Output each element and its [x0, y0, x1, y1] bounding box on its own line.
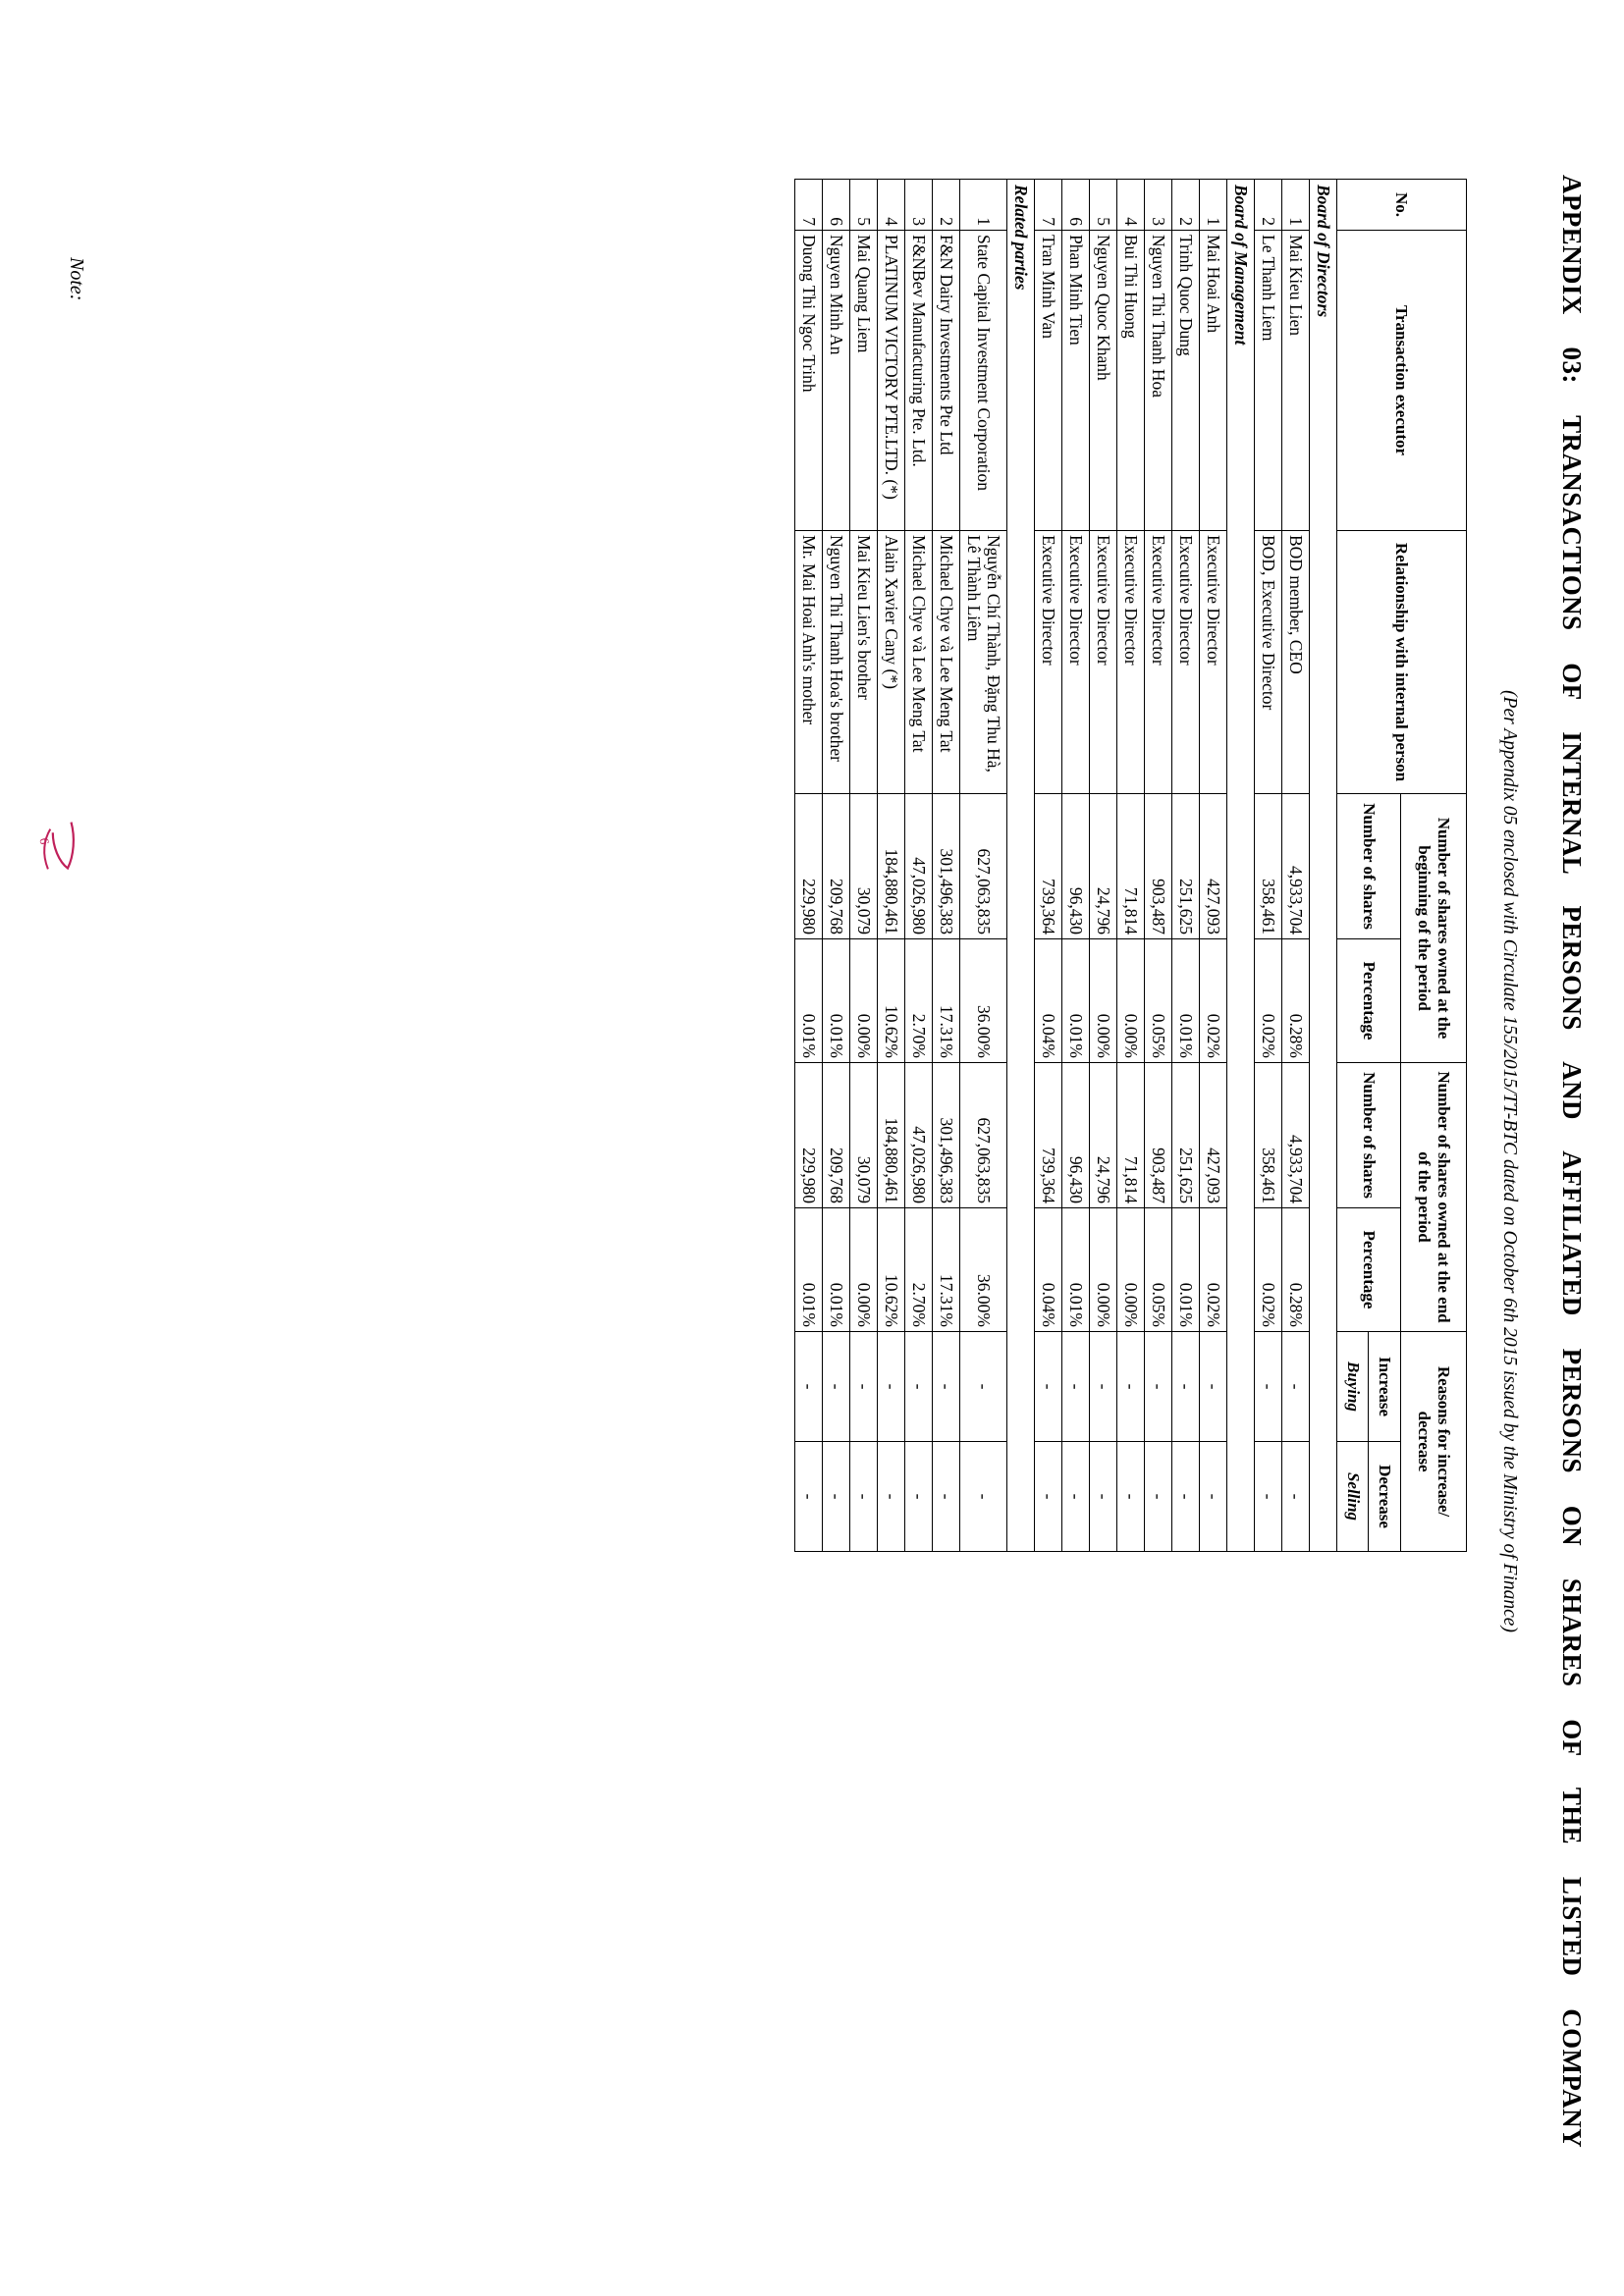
row-end-shares: 209,768: [823, 1063, 850, 1208]
row-begin-shares: 4,933,704: [1282, 794, 1310, 939]
row-end-percentage: 10.62%: [878, 1208, 905, 1332]
row-begin-shares: 427,093: [1200, 794, 1227, 939]
row-end-shares: 739,364: [1035, 1063, 1062, 1208]
row-begin-shares: 71,814: [1117, 794, 1145, 939]
row-relationship: Mr. Mai Hoai Anh's mother: [795, 531, 823, 794]
row-end-shares: 358,461: [1255, 1063, 1282, 1208]
row-end-shares: 903,487: [1145, 1063, 1172, 1208]
col-header-percentage-begin: Percentage: [1337, 939, 1401, 1063]
row-end-shares: 229,980: [795, 1063, 823, 1208]
row-relationship: Executive Director: [1145, 531, 1172, 794]
row-begin-shares: 47,026,980: [905, 794, 933, 939]
row-end-shares: 4,933,704: [1282, 1063, 1310, 1208]
row-no: 3: [905, 180, 933, 231]
row-transaction-executor: Le Thanh Liem: [1255, 231, 1282, 531]
row-begin-shares: 209,768: [823, 794, 850, 939]
row-transaction-executor: Mai Quang Liem: [850, 231, 878, 531]
row-selling: -: [905, 1442, 933, 1552]
group-label: Board of Management: [1227, 180, 1255, 1552]
row-begin-percentage: 0.01%: [795, 939, 823, 1063]
row-no: 1: [1282, 180, 1310, 231]
handwritten-stamp-mark: [29, 816, 82, 881]
table-row: [1035, 180, 1062, 1552]
row-selling: -: [1255, 1442, 1282, 1552]
row-end-shares: 71,814: [1117, 1063, 1145, 1208]
row-end-percentage: 0.00%: [1090, 1208, 1117, 1332]
row-buying: -: [905, 1332, 933, 1442]
row-buying: -: [1145, 1332, 1172, 1442]
row-buying: -: [1200, 1332, 1227, 1442]
row-buying: -: [1282, 1332, 1310, 1442]
row-begin-percentage: 0.01%: [1062, 939, 1090, 1063]
row-transaction-executor: Tran Minh Van: [1035, 231, 1062, 531]
table-row: [878, 180, 905, 1552]
col-header-selling: Selling: [1337, 1442, 1370, 1552]
table-row: [933, 180, 960, 1552]
row-relationship: Executive Director: [1117, 531, 1145, 794]
table-row: [1282, 180, 1310, 1552]
table-head: [1337, 180, 1467, 1552]
row-selling: -: [795, 1442, 823, 1552]
col-header-number-of-shares-end: Number of shares: [1337, 1063, 1401, 1208]
row-no: 4: [878, 180, 905, 231]
row-end-percentage: 17.31%: [933, 1208, 960, 1332]
row-selling: -: [1062, 1442, 1090, 1552]
table-group-row: [1310, 180, 1337, 1552]
table-row: [823, 180, 850, 1552]
row-end-shares: 24,796: [1090, 1063, 1117, 1208]
row-relationship: Executive Director: [1062, 531, 1090, 794]
row-end-percentage: 36.00%: [960, 1208, 1007, 1332]
row-no: 7: [795, 180, 823, 231]
row-buying: -: [1062, 1332, 1090, 1442]
row-relationship: Michael Chye và Lee Meng Tat: [905, 531, 933, 794]
row-begin-percentage: 10.62%: [878, 939, 905, 1063]
table-row: [960, 180, 1007, 1552]
row-begin-shares: 358,461: [1255, 794, 1282, 939]
row-buying: -: [1117, 1332, 1145, 1442]
col-header-percentage-end: Percentage: [1337, 1208, 1401, 1332]
row-buying: -: [823, 1332, 850, 1442]
row-end-shares: 251,625: [1172, 1063, 1200, 1208]
group-label: Board of Directors: [1310, 180, 1337, 1552]
header-row-1: [1401, 180, 1467, 1552]
row-selling: -: [960, 1442, 1007, 1552]
row-buying: -: [960, 1332, 1007, 1442]
row-selling: -: [850, 1442, 878, 1552]
row-buying: -: [795, 1332, 823, 1442]
row-end-percentage: 0.02%: [1255, 1208, 1282, 1332]
row-no: 2: [1255, 180, 1282, 231]
col-header-increase: Increase: [1369, 1332, 1401, 1442]
row-end-shares: 627,063,835: [960, 1063, 1007, 1208]
row-selling: -: [933, 1442, 960, 1552]
row-transaction-executor: Trinh Quoc Dung: [1172, 231, 1200, 531]
row-relationship: Nguyen Thi Thanh Hoa's brother: [823, 531, 850, 794]
row-transaction-executor: Mai Kieu Lien: [1282, 231, 1310, 531]
table-row: [1255, 180, 1282, 1552]
row-relationship: Nguyễn Chí Thành, Đặng Thu Hà, Lê Thành Liêm: [960, 531, 1007, 794]
row-no: 3: [1145, 180, 1172, 231]
row-begin-percentage: 0.00%: [850, 939, 878, 1063]
row-begin-percentage: 0.01%: [823, 939, 850, 1063]
row-end-shares: 30,079: [850, 1063, 878, 1208]
row-buying: -: [1255, 1332, 1282, 1442]
group-label: Related parties: [1007, 180, 1035, 1552]
table-row: [905, 180, 933, 1552]
table-body: [795, 180, 1337, 1552]
row-no: 7: [1035, 180, 1062, 231]
row-selling: -: [1090, 1442, 1117, 1552]
col-header-decrease: Decrease: [1369, 1442, 1401, 1552]
table-row: [850, 180, 878, 1552]
row-no: 2: [933, 180, 960, 231]
svg-text:6: 6: [36, 836, 53, 846]
row-selling: -: [1200, 1442, 1227, 1552]
table-row: [1090, 180, 1117, 1552]
row-transaction-executor: Nguyen Quoc Khanh: [1090, 231, 1117, 531]
row-transaction-executor: F&N Dairy Investments Pte Ltd: [933, 231, 960, 531]
row-begin-shares: 229,980: [795, 794, 823, 939]
row-end-percentage: 2.70%: [905, 1208, 933, 1332]
row-end-percentage: 0.00%: [850, 1208, 878, 1332]
row-no: 4: [1117, 180, 1145, 231]
row-end-percentage: 0.02%: [1200, 1208, 1227, 1332]
row-buying: -: [933, 1332, 960, 1442]
row-end-shares: 301,496,383: [933, 1063, 960, 1208]
row-end-percentage: 0.04%: [1035, 1208, 1062, 1332]
row-buying: -: [850, 1332, 878, 1442]
row-buying: -: [1172, 1332, 1200, 1442]
row-end-percentage: 0.00%: [1117, 1208, 1145, 1332]
row-selling: -: [878, 1442, 905, 1552]
col-header-number-of-shares-begin: Number of shares: [1337, 794, 1401, 939]
table-row: [1062, 180, 1090, 1552]
note-label: Note:: [66, 257, 87, 301]
row-relationship: BOD, Executive Director: [1255, 531, 1282, 794]
table-row: [1172, 180, 1200, 1552]
row-no: 5: [850, 180, 878, 231]
col-header-beginning-group: Number of shares owned at the beginning of the period: [1401, 794, 1467, 1063]
row-end-shares: 47,026,980: [905, 1063, 933, 1208]
row-selling: -: [1282, 1442, 1310, 1552]
row-begin-percentage: 36.00%: [960, 939, 1007, 1063]
col-header-relationship: Relationship with internal person: [1337, 531, 1467, 794]
table-group-row: [1007, 180, 1035, 1552]
row-transaction-executor: Duong Thi Ngoc Trinh: [795, 231, 823, 531]
row-begin-shares: 24,796: [1090, 794, 1117, 939]
page-subtitle: (Per Appendix 05 enclosed with Circulate 155/2015/TT-BTC dated on October 6th 2015 issued by the Ministry of Finance): [1499, 690, 1520, 1632]
row-begin-shares: 96,430: [1062, 794, 1090, 939]
row-begin-percentage: 0.05%: [1145, 939, 1172, 1063]
row-no: 1: [960, 180, 1007, 231]
row-transaction-executor: Bui Thi Huong: [1117, 231, 1145, 531]
table-row: [1145, 180, 1172, 1552]
row-end-percentage: 0.01%: [1062, 1208, 1090, 1332]
row-begin-percentage: 0.00%: [1090, 939, 1117, 1063]
row-relationship: Alain Xavier Cany (*): [878, 531, 905, 794]
row-end-percentage: 0.28%: [1282, 1208, 1310, 1332]
row-begin-shares: 739,364: [1035, 794, 1062, 939]
row-begin-shares: 903,487: [1145, 794, 1172, 939]
row-end-percentage: 0.05%: [1145, 1208, 1172, 1332]
row-relationship: Executive Director: [1035, 531, 1062, 794]
row-begin-shares: 627,063,835: [960, 794, 1007, 939]
page-title: APPENDIX 03: TRANSACTIONS OF INTERNAL PERSONS AND AFFILIATED PERSONS ON SHARES OF THE LISTED COMPANY: [1557, 175, 1587, 2148]
row-no: 6: [1062, 180, 1090, 231]
row-begin-shares: 301,496,383: [933, 794, 960, 939]
col-header-end-group: Number of shares owned at the end of the period: [1401, 1063, 1467, 1332]
table-group-row: [1227, 180, 1255, 1552]
row-selling: -: [1117, 1442, 1145, 1552]
row-end-percentage: 0.01%: [1172, 1208, 1200, 1332]
table-row: [1117, 180, 1145, 1552]
row-begin-shares: 251,625: [1172, 794, 1200, 939]
row-transaction-executor: Mai Hoai Anh: [1200, 231, 1227, 531]
row-buying: -: [878, 1332, 905, 1442]
row-relationship: Mai Kieu Lien's brother: [850, 531, 878, 794]
row-selling: -: [1172, 1442, 1200, 1552]
col-header-no: No.: [1337, 180, 1467, 231]
row-transaction-executor: Nguyen Minh An: [823, 231, 850, 531]
table-row: [1200, 180, 1227, 1552]
row-begin-percentage: 17.31%: [933, 939, 960, 1063]
row-selling: -: [1145, 1442, 1172, 1552]
row-no: 6: [823, 180, 850, 231]
row-selling: -: [823, 1442, 850, 1552]
row-relationship: Executive Director: [1200, 531, 1227, 794]
row-end-percentage: 0.01%: [795, 1208, 823, 1332]
col-header-reasons-group: Reasons for increase/ decrease: [1401, 1332, 1467, 1552]
row-begin-shares: 30,079: [850, 794, 878, 939]
row-transaction-executor: Phan Minh Tien: [1062, 231, 1090, 531]
row-relationship: Executive Director: [1172, 531, 1200, 794]
row-relationship: Michael Chye và Lee Meng Tat: [933, 531, 960, 794]
row-end-shares: 184,880,461: [878, 1063, 905, 1208]
row-buying: -: [1090, 1332, 1117, 1442]
row-transaction-executor: State Capital Investment Corporation: [960, 231, 1007, 531]
row-begin-percentage: 2.70%: [905, 939, 933, 1063]
row-begin-percentage: 0.01%: [1172, 939, 1200, 1063]
row-begin-percentage: 0.02%: [1255, 939, 1282, 1063]
row-transaction-executor: PLATINUM VICTORY PTE.LTD. (*): [878, 231, 905, 531]
row-end-shares: 96,430: [1062, 1063, 1090, 1208]
row-begin-percentage: 0.28%: [1282, 939, 1310, 1063]
row-no: 1: [1200, 180, 1227, 231]
row-no: 5: [1090, 180, 1117, 231]
table-row: [795, 180, 823, 1552]
row-transaction-executor: F&NBev Manufacturing Pte. Ltd.: [905, 231, 933, 531]
row-begin-percentage: 0.00%: [1117, 939, 1145, 1063]
row-selling: -: [1035, 1442, 1062, 1552]
row-begin-shares: 184,880,461: [878, 794, 905, 939]
internal-persons-transactions-table: [794, 179, 1467, 1552]
row-buying: -: [1035, 1332, 1062, 1442]
row-relationship: BOD member, CEO: [1282, 531, 1310, 794]
row-begin-percentage: 0.02%: [1200, 939, 1227, 1063]
row-end-percentage: 0.01%: [823, 1208, 850, 1332]
row-begin-percentage: 0.04%: [1035, 939, 1062, 1063]
row-transaction-executor: Nguyen Thi Thanh Hoa: [1145, 231, 1172, 531]
row-no: 2: [1172, 180, 1200, 231]
row-relationship: Executive Director: [1090, 531, 1117, 794]
col-header-transaction-executor: Transaction executor: [1337, 231, 1467, 531]
row-end-shares: 427,093: [1200, 1063, 1227, 1208]
col-header-buying: Buying: [1337, 1332, 1370, 1442]
